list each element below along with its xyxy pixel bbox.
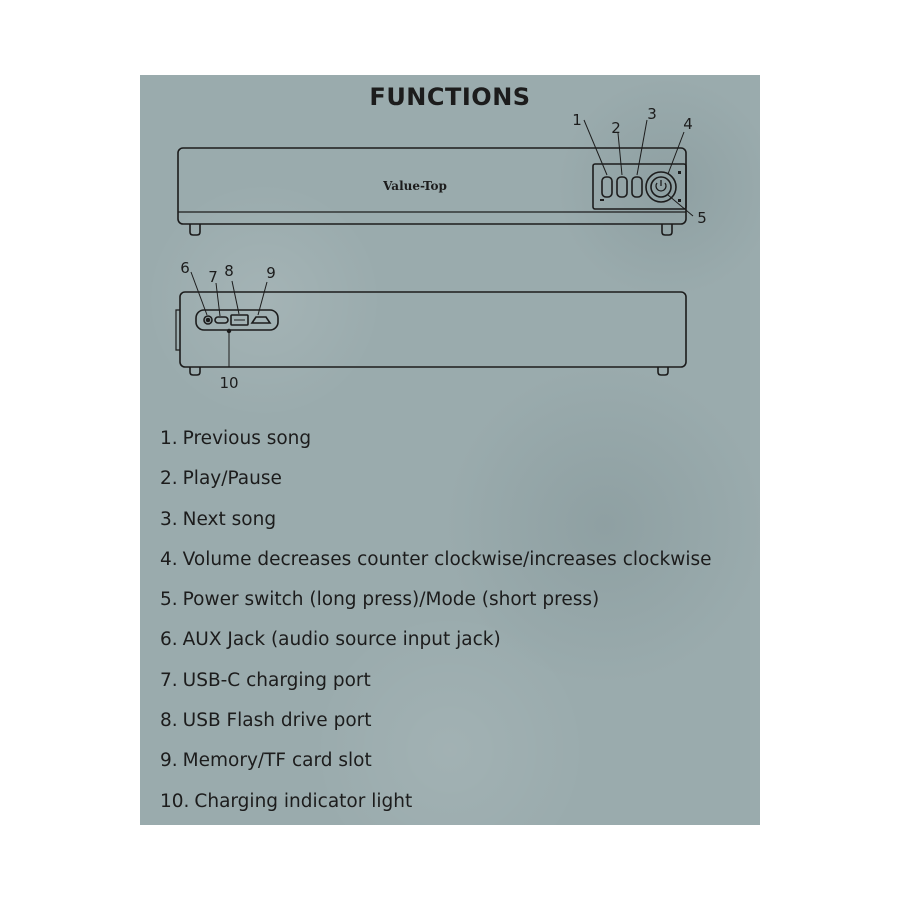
page-title: FUNCTIONS <box>369 83 531 111</box>
list-item <box>160 626 712 666</box>
list-item-text: Next song <box>182 508 277 530</box>
list-item-text: Power switch (long press)/Mode (short press) <box>182 589 600 611</box>
list-item-text: Charging indicator light <box>194 790 413 812</box>
list-item-number: 6. <box>160 629 178 651</box>
panel-screw-icon <box>678 199 681 202</box>
panel-screw-icon <box>678 171 681 174</box>
list-item <box>160 788 712 825</box>
speaker-diagram <box>140 75 760 405</box>
next-song-button <box>632 177 642 197</box>
functions-panel <box>140 75 760 825</box>
speaker-front-foot-left <box>190 224 200 235</box>
brand-logo: Value-Top <box>383 179 447 193</box>
play-pause-button <box>617 177 627 197</box>
panel-marker-icon <box>600 199 604 201</box>
speaker-rear-foot-left <box>190 367 200 375</box>
callout-5: 5 <box>697 209 707 227</box>
callout-3: 3 <box>647 105 657 123</box>
list-item-text: AUX Jack (audio source input jack) <box>182 629 501 651</box>
callout-8: 8 <box>224 262 234 280</box>
callout-2: 2 <box>611 119 621 137</box>
previous-song-button <box>602 177 612 197</box>
tf-card-slot-icon <box>252 317 270 323</box>
list-item-text: USB-C charging port <box>182 669 371 691</box>
callout-line-6 <box>191 272 207 315</box>
list-item-number: 2. <box>160 468 178 490</box>
list-item-number: 5. <box>160 589 178 611</box>
list-item-number: 1. <box>160 428 178 449</box>
list-item <box>160 667 712 707</box>
list-item-number: 10. <box>160 790 190 812</box>
list-item-number: 4. <box>160 548 178 570</box>
speaker-rear-view <box>176 292 686 375</box>
list-item-text: USB Flash drive port <box>182 710 372 732</box>
list-item <box>160 425 712 465</box>
control-panel <box>593 164 686 209</box>
rear-callout-lines <box>191 272 267 367</box>
callout-9: 9 <box>266 264 276 282</box>
callout-line-8 <box>232 281 239 314</box>
callout-line-4 <box>668 132 684 174</box>
list-item <box>160 707 712 747</box>
charging-indicator-light-icon <box>228 330 231 333</box>
front-callout-lines <box>584 120 693 216</box>
callout-6: 6 <box>180 259 190 277</box>
callout-line-2 <box>618 133 622 175</box>
list-item-text: Previous song <box>182 428 312 449</box>
list-item <box>160 546 712 586</box>
list-item <box>160 747 712 787</box>
speaker-rear-foot-right <box>658 367 668 375</box>
list-item-number: 9. <box>160 750 178 772</box>
callout-4: 4 <box>683 115 693 133</box>
list-item <box>160 586 712 626</box>
speaker-front-foot-right <box>662 224 672 235</box>
callout-line-5 <box>668 195 693 216</box>
functions-list <box>160 425 712 825</box>
list-item <box>160 506 712 546</box>
callout-line-7 <box>216 283 220 316</box>
callout-7: 7 <box>208 268 218 286</box>
list-item <box>160 465 712 505</box>
list-item-number: 8. <box>160 710 178 732</box>
usb-c-port-icon <box>215 317 228 323</box>
callout-1: 1 <box>572 111 582 129</box>
list-item-text: Volume decreases counter clockwise/increases clockwise <box>182 548 712 570</box>
list-item-text: Play/Pause <box>182 468 282 490</box>
callout-10: 10 <box>219 374 239 392</box>
aux-jack-center <box>207 319 210 322</box>
list-item-number: 7. <box>160 669 178 691</box>
list-item-number: 3. <box>160 508 178 530</box>
list-item-text: Memory/TF card slot <box>182 750 372 772</box>
